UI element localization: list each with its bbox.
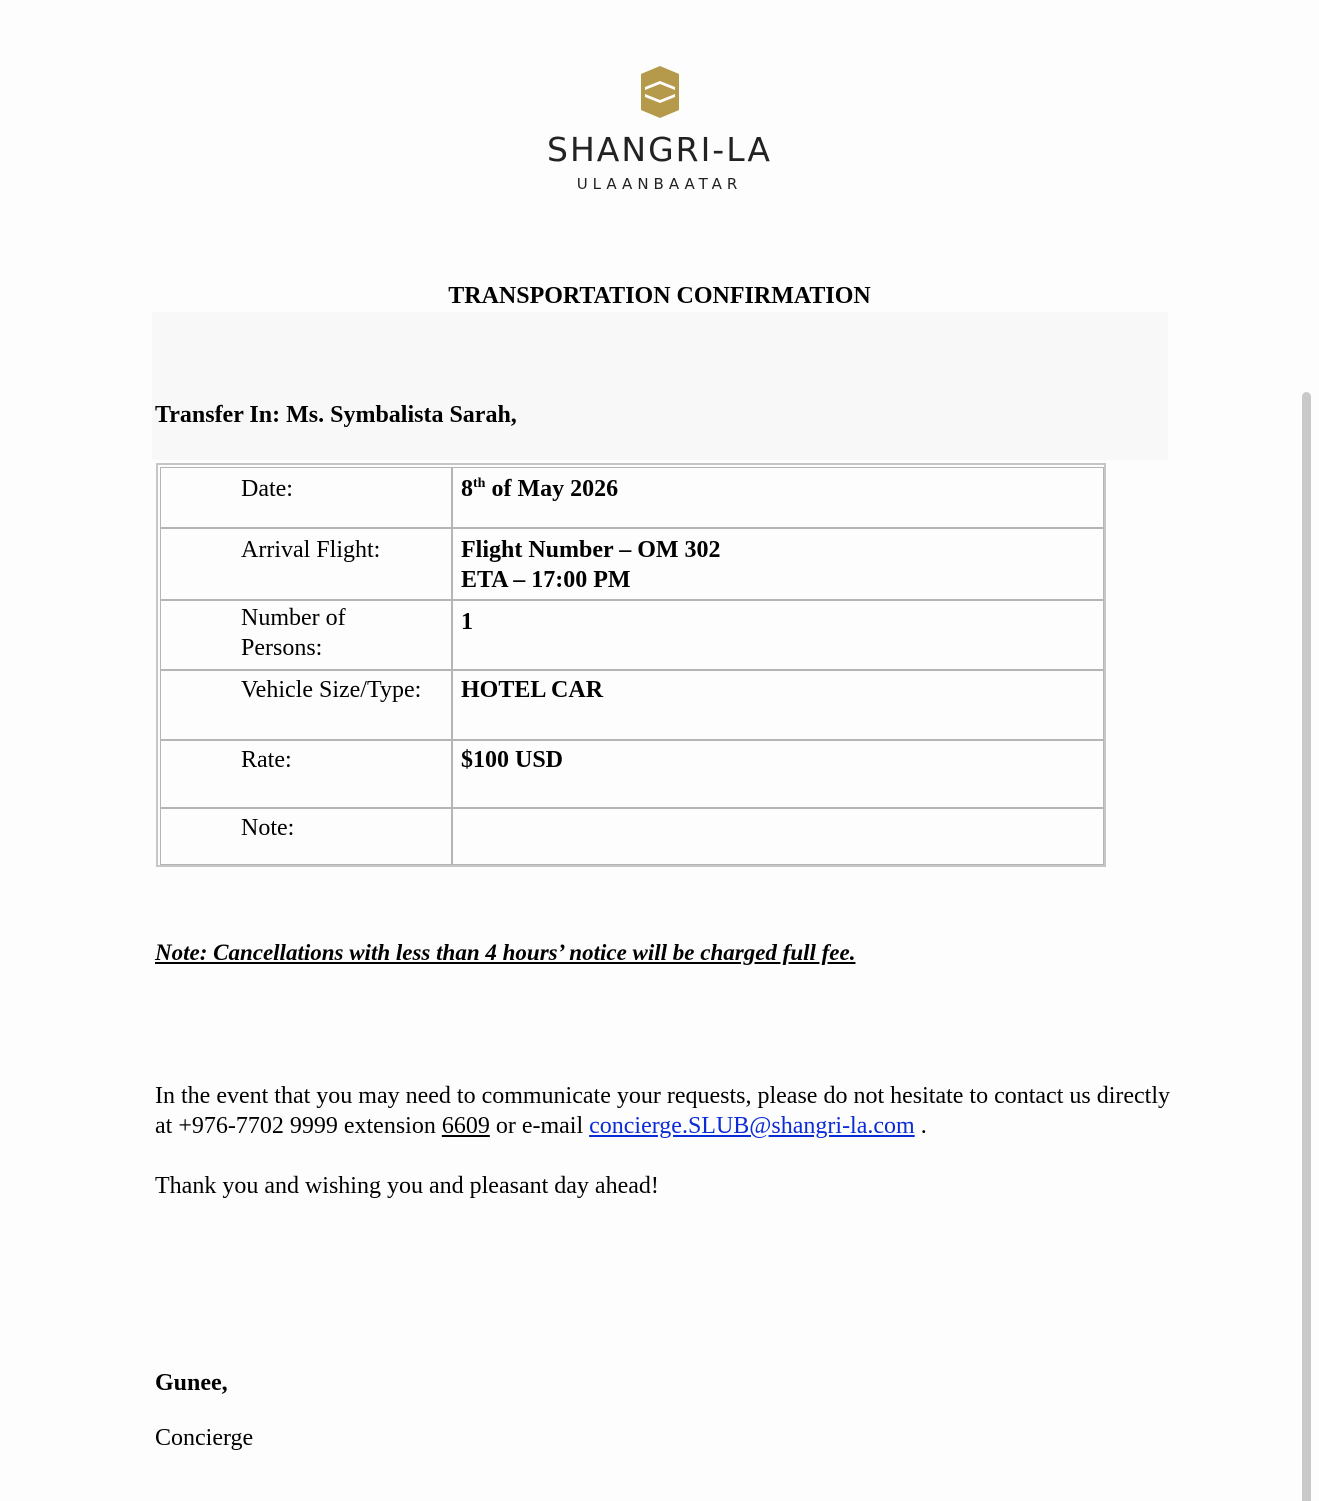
date-label: Date: [241,476,293,502]
email-link[interactable]: concierge.SLUB@shangri-la.com [589,1113,915,1139]
date-day: 8 [461,476,473,502]
date-value-cell [452,467,1104,528]
details-table [156,463,1106,867]
closing-line: Thank you and wishing you and pleasant day ahead! [155,1173,659,1199]
vehicle-label: Vehicle Size/Type: [241,677,422,703]
flight-value-cell [452,528,1104,600]
rate-label: Rate: [241,747,292,773]
flight-eta: ETA – 17:00 PM [461,567,631,593]
flight-label-cell [160,528,452,600]
transfer-heading: Transfer In: Ms. Symbalista Sarah, [155,402,517,428]
rate-value-cell [452,740,1104,808]
note-label-cell [160,808,452,865]
phone-extension: 6609 [441,1113,490,1139]
shangri-la-emblem-icon [639,66,681,118]
signer-role: Concierge [155,1425,254,1451]
date-value [461,474,618,504]
persons-value: 1 [461,609,473,635]
shangri-la-logo [0,66,1319,118]
note-value-cell [452,808,1104,865]
flight-number: Flight Number – OM 302 [461,537,721,563]
date-rest: of May 2026 [485,476,619,502]
signer-name: Gunee, [155,1370,228,1396]
vehicle-value-cell [452,670,1104,740]
persons-label-cell [160,600,452,670]
persons-value-cell [452,600,1104,670]
flight-label: Arrival Flight: [241,537,381,563]
note-label: Note: [241,815,295,841]
vertical-scrollbar[interactable] [1302,392,1311,1501]
cancellation-note: Note: Cancellations with less than 4 hours’ notice will be charged full fee. [155,940,856,965]
brand-name: SHANGRI-LA [547,130,772,169]
rate-label-cell [160,740,452,808]
contact-text-after: . [914,1113,927,1139]
rate-value: $100 USD [461,747,564,773]
brand-location: ULAANBAATAR [576,175,743,193]
contact-text-middle: or e-mail [489,1113,590,1139]
page-title: TRANSPORTATION CONFIRMATION [448,283,871,309]
contact-paragraph [155,1081,1185,1141]
shaded-band [152,312,1168,460]
persons-label: Number of Persons: [241,605,346,661]
vehicle-label-cell [160,670,452,740]
contact-text-before: In the event that you may need to communicate your requests, please do not hesitate to contact us directly at +976-7702 9999 extension [155,1083,1171,1139]
vehicle-value: HOTEL CAR [461,677,604,703]
date-suffix: th [473,476,486,491]
date-label-cell [160,467,452,528]
